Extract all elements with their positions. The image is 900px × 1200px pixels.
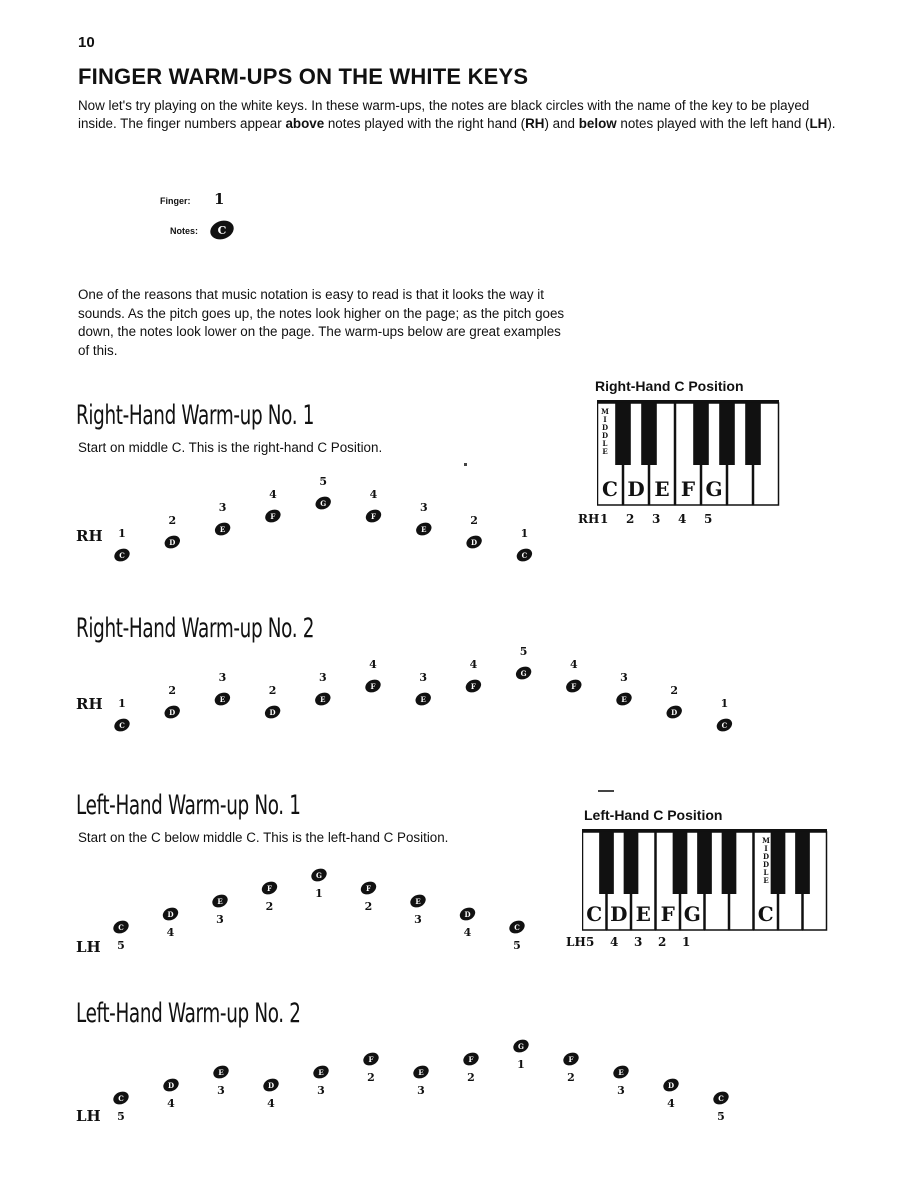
note-letter: G xyxy=(316,871,322,880)
note-letter: E xyxy=(318,1068,324,1077)
note xyxy=(163,514,183,551)
note-letter: E xyxy=(415,897,421,906)
finger-number: 5 xyxy=(117,939,125,952)
note xyxy=(263,684,283,721)
hand-label: LH xyxy=(76,938,101,956)
section-subtitle: Start on the C below middle C. This is the left-hand C Position. xyxy=(78,830,449,845)
finger-number: 4 xyxy=(569,658,578,671)
note-letter: E xyxy=(219,525,226,534)
note xyxy=(611,1063,631,1097)
white-key-label: D xyxy=(610,902,628,926)
note-letter: F xyxy=(371,512,376,521)
middle-label-letter: D xyxy=(762,852,770,861)
finger-number: 3 xyxy=(417,1084,425,1097)
note xyxy=(507,918,527,952)
finger-number: 3 xyxy=(620,671,628,684)
note-letter: E xyxy=(418,1068,424,1077)
finger-number: 4 xyxy=(667,1097,675,1110)
note xyxy=(461,1050,481,1084)
intro-text: Now let's try playing on the white keys. In these warm-ups, the notes are black circles with the name of the key to be played inside. The finger numbers appear xyxy=(78,98,810,131)
note xyxy=(414,501,434,538)
lh-keyboard-hand: LH xyxy=(566,935,586,949)
middle-label-letter: D xyxy=(601,423,609,432)
intro-text: ). xyxy=(827,116,836,131)
finger-number: 2 xyxy=(467,1071,475,1084)
white-key-label: F xyxy=(660,902,675,926)
legend-note-letter: C xyxy=(217,224,227,237)
note-letter: C xyxy=(119,551,125,560)
middle-label-letter: L xyxy=(763,868,769,877)
note xyxy=(614,671,634,708)
note xyxy=(408,892,428,926)
note xyxy=(363,658,383,695)
note-letter: C xyxy=(118,1094,124,1103)
intro-text: ) and xyxy=(544,116,579,131)
note xyxy=(715,697,735,734)
section-heading: Left-Hand Warm-up No. 2 xyxy=(76,998,301,1029)
intro-above: above xyxy=(285,116,325,131)
note-letter: F xyxy=(568,1055,574,1064)
note-letter: C xyxy=(521,551,528,560)
note-letter: D xyxy=(671,708,678,717)
note xyxy=(661,1076,681,1110)
lh-warmup-2-section xyxy=(76,998,406,1029)
note xyxy=(458,905,478,939)
note xyxy=(260,879,280,913)
page-title: FINGER WARM-UPS ON THE WHITE KEYS xyxy=(78,64,529,89)
keyboard-finger-number: 4 xyxy=(610,935,619,949)
keyboard-finger-number: 5 xyxy=(586,935,595,949)
note-letter: C xyxy=(514,923,520,932)
finger-number: 3 xyxy=(217,1084,225,1097)
finger-number: 3 xyxy=(419,501,428,514)
hand-label: RH xyxy=(76,527,103,545)
note-letter: D xyxy=(167,910,174,919)
finger-number: 2 xyxy=(567,1071,575,1084)
black-key xyxy=(693,403,709,465)
intro-paragraph xyxy=(78,97,838,133)
note-letter: E xyxy=(421,525,427,534)
note xyxy=(112,527,132,564)
note-letter: E xyxy=(219,695,226,704)
finger-number: 2 xyxy=(168,514,177,527)
hand-label: RH xyxy=(76,695,103,713)
note xyxy=(112,697,132,734)
note xyxy=(514,645,534,682)
note-letter: D xyxy=(167,1081,175,1090)
black-key xyxy=(745,403,761,465)
middle-label-letter: E xyxy=(763,876,769,885)
legend-note-icon xyxy=(205,218,239,242)
note xyxy=(162,684,182,721)
finger-number: 4 xyxy=(369,488,378,501)
keyboard-finger-number: 2 xyxy=(658,935,667,949)
lh-keyboard-title: Left-Hand C Position xyxy=(584,807,723,823)
finger-number: 4 xyxy=(166,926,175,939)
keyboard-finger-number: 1 xyxy=(600,512,609,526)
note-letter: C xyxy=(721,721,728,730)
rh-warmup-1-section xyxy=(76,400,426,431)
note xyxy=(211,1063,231,1097)
lh-warmup-1-notes xyxy=(0,860,900,960)
note-letter: G xyxy=(320,499,327,508)
note-letter: F xyxy=(470,682,476,691)
note-letter: G xyxy=(518,1042,524,1051)
print-speck xyxy=(598,790,614,792)
finger-number: 2 xyxy=(364,900,373,913)
rh-warmup-1-notes xyxy=(0,470,900,570)
note-letter: D xyxy=(667,1081,675,1090)
middle-label-letter: D xyxy=(601,431,609,440)
lh-warmup-1-section xyxy=(76,790,406,821)
note xyxy=(313,475,333,512)
keyboard-finger-number: 5 xyxy=(704,512,713,526)
note-letter: G xyxy=(520,669,527,678)
white-key-label: G xyxy=(683,902,701,926)
finger-number: 5 xyxy=(513,939,521,952)
note xyxy=(664,684,684,721)
white-key-label: F xyxy=(680,477,696,501)
keyboard-finger-number: 2 xyxy=(626,512,635,526)
note-letter: F xyxy=(468,1055,474,1064)
white-key-label: C xyxy=(757,902,774,926)
middle-label-letter: I xyxy=(603,415,607,424)
note xyxy=(464,658,484,695)
note-letter: D xyxy=(269,708,276,717)
intro-below: below xyxy=(578,116,617,131)
note-letter: D xyxy=(267,1081,275,1090)
note xyxy=(464,514,484,551)
note xyxy=(213,501,233,538)
note-letter: F xyxy=(366,884,371,893)
finger-number: 3 xyxy=(414,913,422,926)
note-letter: F xyxy=(270,512,276,521)
lh-warmup-2-notes xyxy=(0,1030,900,1130)
finger-number: 3 xyxy=(318,671,327,684)
note xyxy=(711,1089,731,1123)
note-letter: F xyxy=(370,682,376,691)
finger-number: 3 xyxy=(317,1084,325,1097)
legend-finger-value: 1 xyxy=(214,190,225,208)
finger-number: 2 xyxy=(268,684,277,697)
note-letter: D xyxy=(169,708,176,717)
white-key-label: C xyxy=(602,477,618,501)
finger-number: 3 xyxy=(218,671,227,684)
note xyxy=(263,488,283,525)
finger-number: 1 xyxy=(517,1058,525,1071)
finger-number: 3 xyxy=(617,1084,625,1097)
finger-number: 2 xyxy=(168,684,177,697)
note xyxy=(413,671,433,708)
finger-number: 5 xyxy=(519,645,528,658)
middle-label-letter: M xyxy=(601,407,609,416)
note-letter: D xyxy=(169,538,176,547)
finger-number: 5 xyxy=(319,475,328,488)
note-letter: C xyxy=(118,923,124,932)
note xyxy=(213,671,233,708)
middle-label-letter: M xyxy=(762,836,770,845)
black-key xyxy=(719,403,735,465)
note xyxy=(564,658,584,695)
finger-number: 3 xyxy=(218,501,227,514)
note xyxy=(561,1050,581,1084)
note-letter: E xyxy=(217,897,223,906)
section-heading: Right-Hand Warm-up No. 2 xyxy=(76,613,315,644)
section-subtitle: Start on middle C. This is the right-hand C Position. xyxy=(78,440,383,455)
white-key-label: G xyxy=(705,477,723,501)
note xyxy=(364,488,384,525)
hand-label: LH xyxy=(76,1107,101,1125)
black-key xyxy=(615,403,631,465)
note-letter: E xyxy=(618,1068,624,1077)
finger-number: 5 xyxy=(717,1110,725,1123)
finger-number: 2 xyxy=(470,514,478,527)
finger-number: 5 xyxy=(117,1110,125,1123)
middle-label-letter: L xyxy=(602,439,608,448)
finger-number: 2 xyxy=(265,900,274,913)
note xyxy=(359,879,379,913)
intro-text: notes played with the left hand ( xyxy=(616,116,810,131)
intro-lh: LH xyxy=(809,116,828,131)
middle-label-letter: D xyxy=(762,860,770,869)
keyboard-finger-number: 3 xyxy=(652,512,661,526)
note-letter: E xyxy=(420,695,426,704)
note xyxy=(361,1050,381,1084)
note xyxy=(311,1063,331,1097)
section-heading: Right-Hand Warm-up No. 1 xyxy=(76,400,315,431)
note-letter: E xyxy=(621,695,627,704)
page-number: 10 xyxy=(78,34,95,51)
finger-number: 2 xyxy=(670,684,679,697)
finger-number: 3 xyxy=(419,671,428,684)
finger-number: 1 xyxy=(118,527,126,540)
note-letter: C xyxy=(119,721,125,730)
note-letter: D xyxy=(471,538,478,547)
middle-label-letter: E xyxy=(602,447,608,456)
note xyxy=(511,1037,531,1071)
rh-keyboard-title: Right-Hand C Position xyxy=(595,378,744,394)
finger-number: 2 xyxy=(367,1071,375,1084)
keyboard-finger-number: 3 xyxy=(634,935,643,949)
finger-number: 1 xyxy=(520,527,529,540)
note-letter: D xyxy=(464,910,471,919)
black-key xyxy=(641,403,657,465)
body-paragraph: One of the reasons that music notation is easy to read is that it looks the way it sounds. As the pitch goes up, the notes look higher on the page; as the pitch goes down, the notes look lower on the page. The warm-ups below are great examples of this. xyxy=(78,287,565,358)
legend-notes-label: Notes: xyxy=(170,226,199,236)
note xyxy=(111,918,131,952)
white-key-label: C xyxy=(586,902,603,926)
keyboard-finger-number: 1 xyxy=(682,935,691,949)
white-key-label: D xyxy=(627,477,645,501)
finger-number: 1 xyxy=(720,697,729,710)
note xyxy=(313,671,333,708)
white-key-label: E xyxy=(654,477,670,501)
finger-number: 4 xyxy=(469,658,478,671)
finger-number: 1 xyxy=(118,697,126,710)
keyboard-finger-number: 4 xyxy=(678,512,687,526)
finger-number: 4 xyxy=(267,1097,275,1110)
section-heading: Left-Hand Warm-up No. 1 xyxy=(76,790,301,821)
note-letter: E xyxy=(218,1068,224,1077)
note xyxy=(161,905,181,939)
note-letter: F xyxy=(368,1055,374,1064)
legend-finger-label: Finger: xyxy=(160,196,191,206)
note-letter: F xyxy=(571,682,577,691)
finger-number: 3 xyxy=(216,913,224,926)
note xyxy=(411,1063,431,1097)
finger-number: 1 xyxy=(315,887,323,900)
note xyxy=(515,527,535,564)
rh-warmup-2-notes xyxy=(0,640,900,740)
middle-label-letter: I xyxy=(764,844,768,853)
finger-number: 4 xyxy=(167,1097,175,1110)
finger-number: 4 xyxy=(463,926,472,939)
note xyxy=(111,1089,131,1123)
white-key-label: E xyxy=(635,902,651,926)
note xyxy=(161,1076,181,1110)
finger-number: 4 xyxy=(369,658,377,671)
note xyxy=(309,866,329,900)
intro-text: notes played with the right hand ( xyxy=(324,116,526,131)
note xyxy=(261,1076,281,1110)
note-letter: E xyxy=(320,695,326,704)
note xyxy=(210,892,230,926)
finger-number: 4 xyxy=(269,488,277,501)
rh-keyboard-hand: RH xyxy=(578,512,600,526)
note-letter: F xyxy=(267,884,272,893)
note-letter: C xyxy=(718,1094,724,1103)
intro-rh: RH xyxy=(525,116,545,131)
print-speck xyxy=(464,463,467,466)
